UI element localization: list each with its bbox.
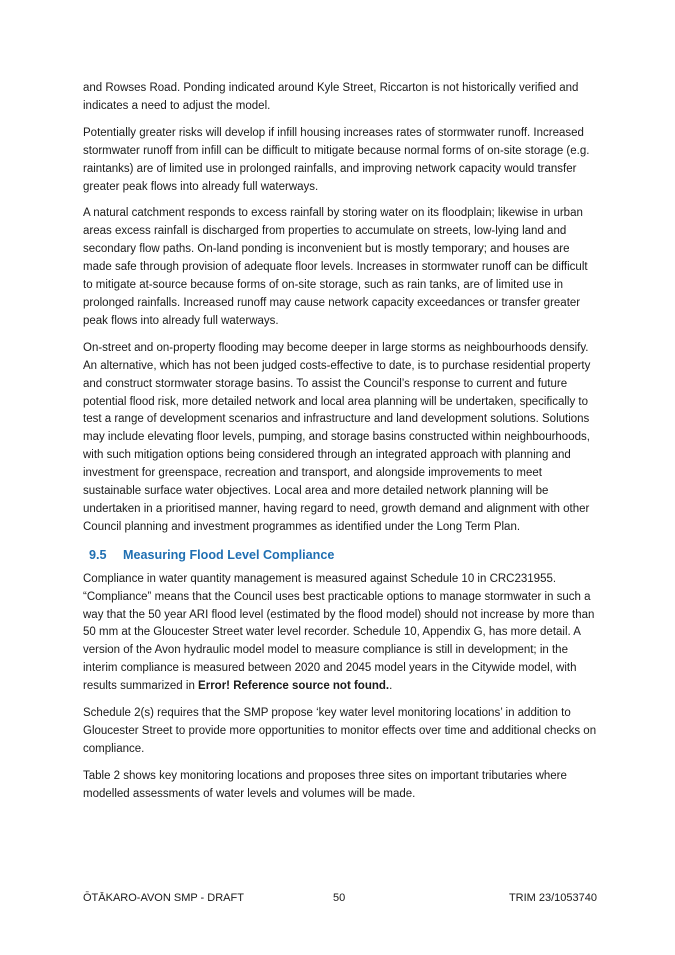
paragraph-1: and Rowses Road. Ponding indicated around Kyle Street, Riccarton is not historically verified and indicates a need to adjust the model. — [83, 82, 579, 112]
paragraph-table-ref: Table 2 shows key monitoring locations and proposes three sites on important tributaries where modelled assessments of water levels and volumes will be made. — [83, 769, 567, 800]
footer-page-number: 50 — [333, 892, 346, 904]
compliance-tail: . — [389, 680, 393, 693]
footer-trim-reference: TRIM 23/1053740 — [508, 892, 597, 904]
section-heading — [89, 546, 597, 564]
paragraph-2: Potentially greater risks will develop if infill housing increases rates of stormwater runoff. Increased stormwater runoff from infill can be difficult to mitigate because normal forms of on-site storage (e.g. raintanks) are of limited use in prolonged rainfalls, and improving network capacity would transfer greater peak flows into already full waterways. — [83, 126, 590, 193]
paragraph-4: On-street and on-property flooding may become deeper in large storms as neighbourhoods densify. An alternative, which has not been judged costs-effective to date, is to purchase residential property and construct stormwater storage basins. To assist the Council’s response to current and future potential flood risk, more detailed network and local area planning will be undertaken, specifically to test a range of development scenarios and infrastructure and land development solutions. Solutions may include elevating floor levels, pumping, and storage basins constructed within neighbourhoods, with such mitigation options being considered through an integrated approach with planning and investment for greenspace, recreation and transport, and alongside improvements to meet sustainable surface water objectives. Local area and more detailed network planning will be undertaken in a prioritised manner, having regard to need, growth demand and alignment with other Council planning and investment programmes as identified under the Long Term Plan. — [83, 341, 591, 533]
compliance-text: Compliance in water quantity management is measured against Schedule 10 in CRC231955. “Compliance” means that the Council uses best practicable options to manage stormwater in such a way that the 50 year ARI flood level (estimated by the flood model) should not increase by more than 50 mm at the Gloucester Street water level recorder. Schedule 10, Appendix G, has more detail. A version of the Avon hydraulic model model to measure compliance is still in development; in the interim compliance is measured between 2020 and 2045 model years in the Citywide model, with results summarized in — [83, 572, 595, 693]
paragraph-schedule: Schedule 2(s) requires that the SMP propose ‘key water level monitoring locations’ in addition to Gloucester Street to provide more opportunities to monitor effects over time and additional checks on compliance. — [83, 707, 597, 755]
section-title: Measuring Flood Level Compliance — [123, 547, 335, 562]
paragraph-3: A natural catchment responds to excess rainfall by storing water on its floodplain; likewise in urban areas excess rainfall is discharged from properties to accumulate on streets, low-lying land and secondary flow paths. On-land ponding is inconvenient but is mostly temporary; and houses are made safe through provision of adequate floor levels. Increases in stormwater runoff can be difficult to mitigate at-source because forms of on-site storage, such as rain tanks, are of limited use in prolonged rainfalls. Increased runoff may cause network capacity exceedances or transfer greater peak flows into already full waterways. — [83, 207, 588, 327]
compliance-paragraph — [83, 571, 597, 696]
reference-error: Error! Reference source not found. — [198, 680, 390, 693]
footer-document-title: ŌTĀKARO-AVON SMP - DRAFT — [83, 892, 244, 904]
section-number: 9.5 — [89, 547, 107, 562]
document-body — [83, 80, 597, 813]
page-footer — [83, 892, 597, 908]
